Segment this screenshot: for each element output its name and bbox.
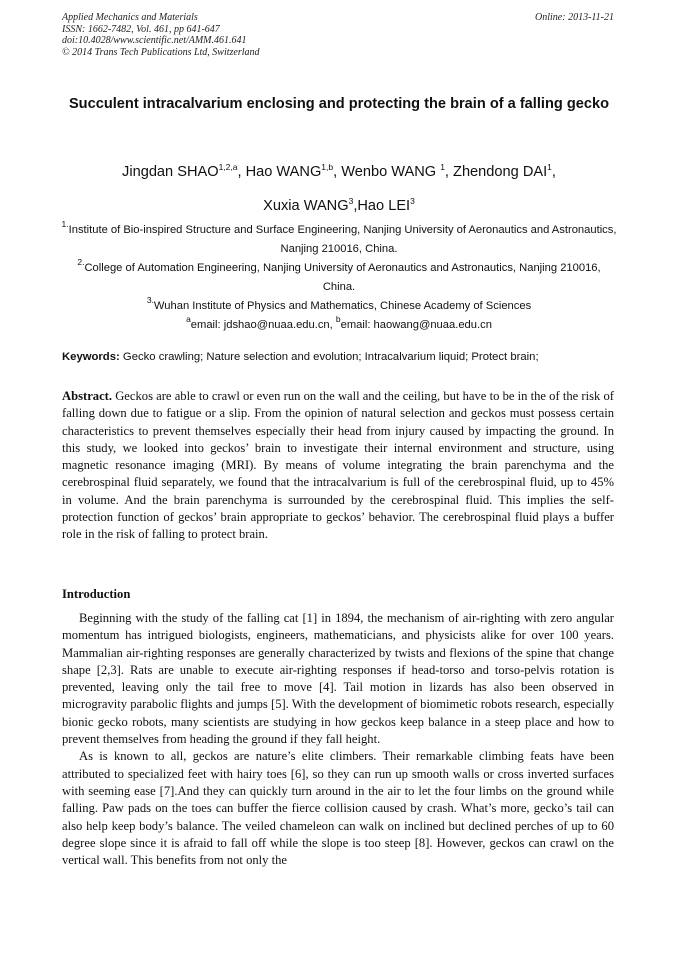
journal-header xyxy=(62,12,614,58)
keywords-label: Keywords: xyxy=(62,351,120,363)
introduction-body xyxy=(62,610,614,869)
issn-line: ISSN: 1662-7482, Vol. 461, pp 641-647 xyxy=(62,23,220,35)
author: Wenbo WANG $^1$, xyxy=(341,162,454,180)
affiliation: $^{2.}$College of Automation Engineering, Nanjing University of Aeronautics and Astronautics, Nanjing 210016, China. xyxy=(77,257,601,293)
paragraph: As is known to all, geckos are nature’s elite climbers. Their remarkable climbing feats have been attributed to specialized feet with hairy toes [6], so they can run up smooth walls or cross inverted surfaces with seeming ease [7].And they can quickly turn around in the air to let the four limbs on the ground while falling. Paw pads on the toes can buffer the fierce collision caused by crash. What’s more, gecko’s tail can also help keep body’s balance. The veiled chameleon can walk on inclined but declined perches of up to 60 degree slope since it is afraid to fall off while the slope is too steep [8]. However, geckos can crawl on the vertical wall. This benefits from not only the xyxy=(62,749,614,868)
section-heading-introduction: Introduction xyxy=(62,587,131,601)
author: Zhendong DAI$^1$, xyxy=(453,162,556,180)
doi-line: doi:10.4028/www.scientific.net/AMM.461.641 xyxy=(62,35,247,46)
abstract-label: Abstract. xyxy=(62,389,113,403)
paper-title: Succulent intracalvarium enclosing and protecting the brain of a falling gecko xyxy=(68,96,610,112)
keywords-text: Gecko crawling; Nature selection and evolution; Intracalvarium liquid; Protect brain; xyxy=(119,351,539,363)
affiliation-list xyxy=(60,221,618,335)
online-date: Online: 2013-11-21 xyxy=(535,12,614,23)
author: Jingdan SHAO$^{1,2,a}$, xyxy=(122,162,246,180)
author: Xuxia WANG$^3$, xyxy=(263,196,358,214)
affiliation: $^{1.}$Institute of Bio-inspired Structure and Surface Engineering, Nanjing University of Aeronautics and Astronautics, Nanjing 210016, China. xyxy=(61,219,617,255)
keywords xyxy=(62,350,622,364)
abstract-text: Geckos are able to crawl or even run on the wall and the ceiling, but have to be in the of the risk of falling down due to fatigue or a slip. From the opinion of natural selection and geckos must possess certain characteristics to prevent themselves especially their head from injury caused by impacting the ground. In this study, we looked into geckos’ brain to investigate their internal environment and structure, using magnetic resonance imaging (MRI). By means of volume integrating the brain parenchyma and the cerebrospinal fluid separately, we found that the intracalvarium is full of the cerebrospinal fluid, up to 45% in volume. And the brain parenchyma is surrounded by the cerebrospinal fluid. This implies the self-protection function of geckos’ brain appropriate to geckos’ behavior. The cerebrospinal fluid plays a buffer role in the risk of falling to protect brain. xyxy=(62,389,614,542)
author-list xyxy=(40,155,638,223)
copyright-line: © 2014 Trans Tech Publications Ltd, Switzerland xyxy=(62,46,260,58)
affiliation: $^{3.}$Wuhan Institute of Physics and Mathematics, Chinese Academy of Sciences xyxy=(146,295,532,312)
author: Hao WANG$^{1,b}$, xyxy=(245,162,342,180)
journal-name: Applied Mechanics and Materials xyxy=(62,12,198,23)
email-line: $^a$email: jdshao@nuaa.edu.cn, $^b$email: haowang@nuaa.edu.cn xyxy=(186,314,492,331)
paragraph: Beginning with the study of the falling cat [1] in 1894, the mechanism of air-righting with zero angular momentum has intrigued biologists, engineers, mathematicians, and physicists alike for over 100 years. Mammalian air-righting responses are generally characterized by twists and flexions of the spine that change shape [2,3]. Rats are unable to execute air-righting responses if head-torso and torso-pelvis rotation is prevented, leaving only the tail free to move [4]. Tail motion in lizards has also been observed in microgravity parabolic flights and jumps [5]. With the development of biomimetic robots research, especially bionic gecko robots, many scientists are studying in how geckos keep balance in a steep place and how to prevent themselves from heading the ground if they fall height. xyxy=(62,611,614,747)
abstract xyxy=(62,388,614,544)
author: Hao LEI$^3$ xyxy=(357,196,415,214)
